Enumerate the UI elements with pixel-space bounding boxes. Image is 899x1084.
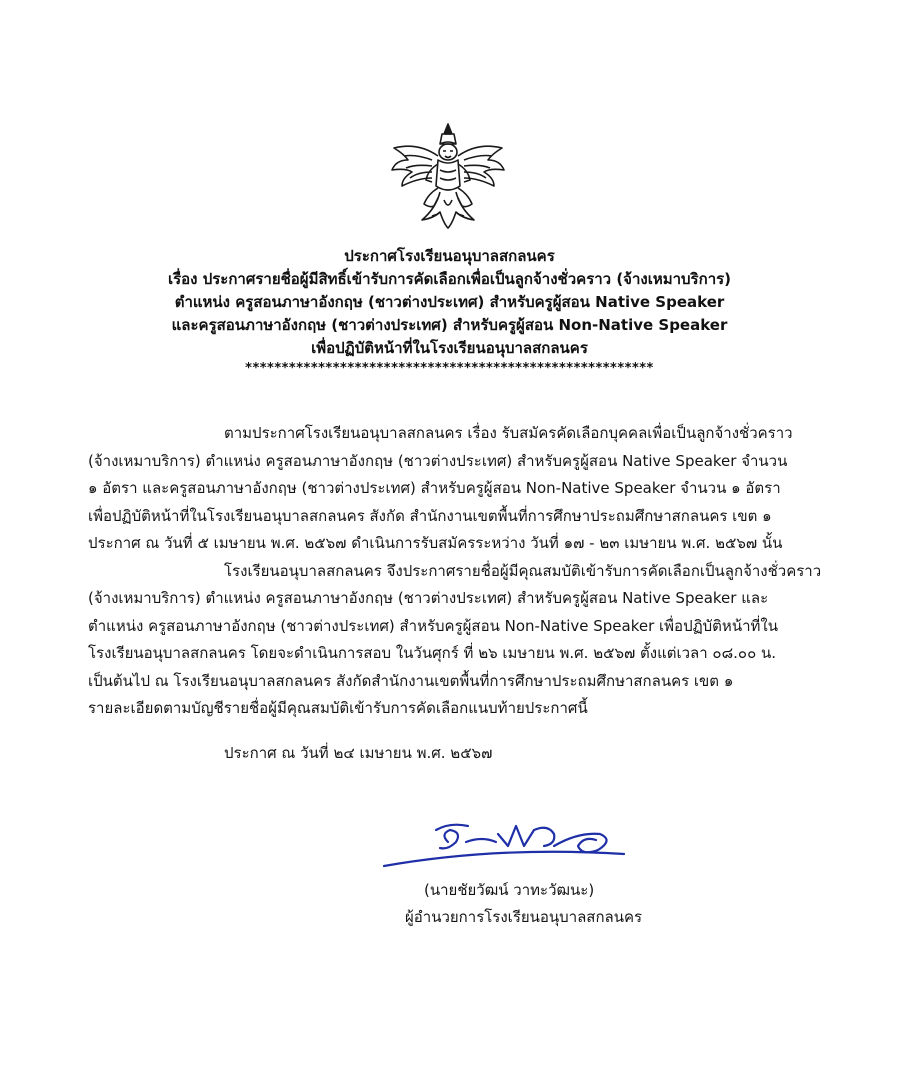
body-line-1: ตามประกาศโรงเรียนอนุบาลสกลนคร เรื่อง รับสมัครคัดเลือกบุคคลเพื่อเป็นลูกจ้างชั่วคราว [224,424,793,442]
body-line-2: (จ้างเหมาบริการ) ตำแหน่ง ครูสอนภาษาอังกฤษ (ชาวต่างประเทศ) สำหรับครูผู้สอน Native Speaker จำนวน [88,452,788,470]
body-line-3: ๑ อัตรา และครูสอนภาษาอังกฤษ (ชาวต่างประเทศ) สำหรับครูผู้สอน Non-Native Speaker จำนวน ๑ อัตรา [88,479,781,497]
header-position-non-native: และครูสอนภาษาอังกฤษ (ชาวต่างประเทศ) สำหรับครูผู้สอน Non-Native Speaker [171,316,728,334]
header-title: ประกาศโรงเรียนอนุบาลสกลนคร [344,247,555,265]
header-purpose: เพื่อปฏิบัติหน้าที่ในโรงเรียนอนุบาลสกลนคร [311,339,588,357]
body-line-6: โรงเรียนอนุบาลสกลนคร จึงประกาศรายชื่อผู้มีคุณสมบัติเข้ารับการคัดเลือกเป็นลูกจ้างชั่วคราว [224,562,822,580]
body-line-8: ตำแหน่ง ครูสอนภาษาอังกฤษ (ชาวต่างประเทศ) สำหรับครูผู้สอน Non-Native Speaker เพื่อปฏิบัติหน้าที่ใน [88,617,778,635]
signatory-name: (นายชัยวัฒน์ วาทะวัฒนะ) [424,881,595,899]
announcement-date: ประกาศ ณ วันที่ ๒๔ เมษายน พ.ศ. ๒๕๖๗ [224,744,493,762]
announcement-header [40,245,859,378]
body-line-9: โรงเรียนอนุบาลสกลนคร โดยจะดำเนินการสอบ ในวันศุกร์ ที่ ๒๖ เมษายน พ.ศ. ๒๕๖๗ ตั้งแต่เวลา ๐๘.๐๐ น. [88,644,777,662]
signatory-title: ผู้อำนวยการโรงเรียนอนุบาลสกลนคร [405,908,643,926]
body-line-7: (จ้างเหมาบริการ) ตำแหน่ง ครูสอนภาษาอังกฤษ (ชาวต่างประเทศ) สำหรับครูผู้สอน Native Speaker และ [88,589,769,607]
body-line-4: เพื่อปฏิบัติหน้าที่ในโรงเรียนอนุบาลสกลนคร สังกัด สำนักงานเขตพื้นที่การศึกษาประถมศึกษาสกลนคร เขต ๑ [88,507,772,525]
body-line-11: รายละเอียดตามบัญชีรายชื่อผู้มีคุณสมบัติเข้ารับการคัดเลือกแนบท้ายประกาศนี้ [88,699,588,717]
garuda-emblem [388,120,508,232]
body-line-5: ประกาศ ณ วันที่ ๕ เมษายน พ.ศ. ๒๕๖๗ ดำเนินการรับสมัครระหว่าง วันที่ ๑๗ - ๒๓ เมษายน พ.ศ. ๒๕๖๗ นั้น [88,534,783,552]
header-position-native: ตำแหน่ง ครูสอนภาษาอังกฤษ (ชาวต่างประเทศ) สำหรับครูผู้สอน Native Speaker [174,293,725,311]
header-subject: เรื่อง ประกาศรายชื่อผู้มีสิทธิ์เข้ารับการคัดเลือกเพื่อเป็นลูกจ้างชั่วคราว (จ้างเหมาบริการ) [167,270,732,288]
body-line-10: เป็นต้นไป ณ โรงเรียนอนุบาลสกลนคร สังกัดสำนักงานเขตพื้นที่การศึกษาประถมศึกษาสกลนคร เขต ๑ [88,672,734,690]
director-signature [378,812,628,876]
header-separator: ******************************************************** [245,361,654,376]
